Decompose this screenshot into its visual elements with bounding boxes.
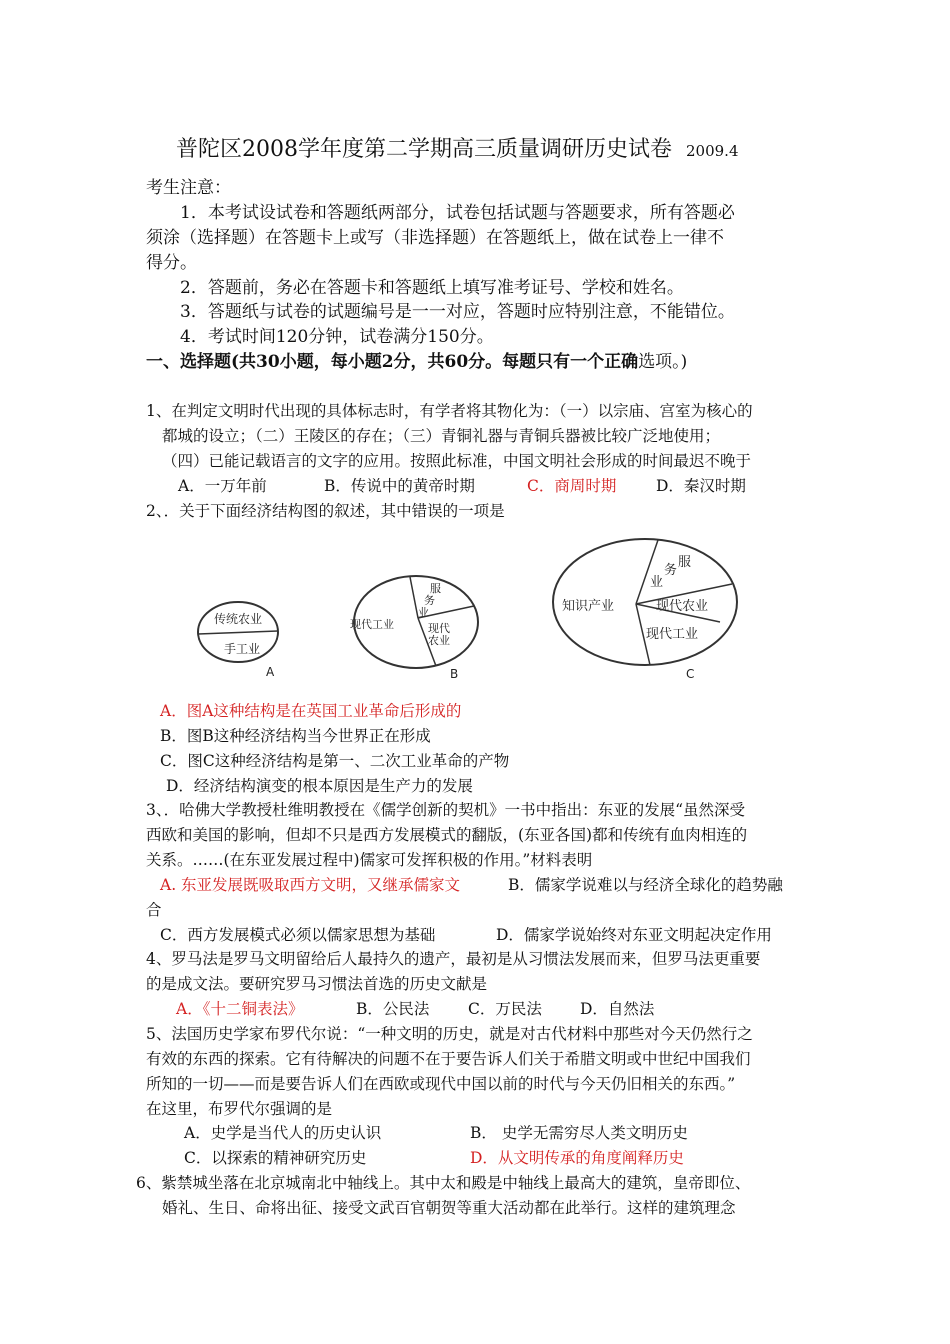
figure-b-service-2: 务 [424, 594, 435, 607]
figure-c-service-1: 服 [678, 555, 692, 570]
q5-option-d: D．从文明传承的角度阐释历史 [470, 1149, 684, 1167]
section-heading-tail: 选项。) [638, 352, 688, 372]
q3-option-d: D．儒家学说始终对东亚文明起决定作用 [496, 926, 772, 944]
q5-option-a: A．史学是当代人的历史认识 [184, 1124, 382, 1142]
q1-line-1: 1、在判定文明时代出现的具体标志时，有学者将其物化为：（一）以宗庙、宫室为核心的 [146, 402, 753, 420]
figure-b-left-label: 现代工业 [350, 618, 394, 631]
q3-line-1: 3、．哈佛大学教授杜维明教授在《儒学创新的契机》一书中指出：东亚的发展“虽然深受 [146, 801, 746, 819]
q5-option-b: B． 史学无需穷尽人类文明历史 [470, 1124, 688, 1142]
exam-date: 2009.4 [686, 142, 739, 160]
q4-line-2: 的是成文法。要研究罗马习惯法首选的历史文献是 [146, 975, 488, 993]
q4-option-a: A．《十二铜表法》 [176, 1000, 304, 1018]
q3-option-b: B．儒家学说难以与经济全球化的趋势融 [508, 876, 783, 894]
q5-line-3: 所知的一切——而是要告诉人们在西欧或现代中国以前的时代与今天仍旧相关的东西。” [146, 1075, 736, 1093]
figure-b-letter: B [450, 667, 459, 681]
q1-option-a: A．一万年前 [178, 477, 267, 495]
q3-line-3: 关系。……(在东亚发展过程中)儒家可发挥积极的作用。”材料表明 [146, 851, 593, 869]
q5-option-c: C．以探索的精神研究历史 [184, 1149, 367, 1167]
notice-item-1c: 得分。 [146, 253, 197, 273]
figure-a-bottom-label: 手工业 [223, 642, 261, 656]
section-heading [146, 350, 687, 374]
figure-b-right-label-1: 现代 [428, 622, 450, 635]
figure-c-letter: C [686, 667, 695, 681]
figure-a-divider [198, 631, 278, 634]
q6-line-1: 6、紫禁城坐落在北京城南北中轴线上。其中太和殿是中轴线上最高大的建筑，皇帝即位、 [136, 1174, 751, 1192]
q1-option-b: B．传说中的黄帝时期 [324, 477, 475, 495]
notice-heading: 考生注意： [146, 178, 231, 198]
figure-c-service-3: 业 [650, 575, 664, 590]
notice-item-4: 4．考试时间120分钟，试卷满分150分。 [180, 327, 494, 347]
figure-c-service-2: 务 [664, 563, 678, 578]
section-heading-bold: 一、选择题(共30小题，每小题2分，共60分。每题只有一个正确 [146, 352, 639, 372]
q2-option-a: A．图A这种结构是在英国工业革命后形成的 [160, 702, 462, 720]
title-text: 普陀区2008学年度第二学期高三质量调研历史试卷 [176, 137, 672, 162]
q1-option-c: C．商周时期 [527, 477, 617, 495]
q3-option-c: C．西方发展模式必须以儒家思想为基础 [160, 926, 436, 944]
q4-option-d: D．自然法 [580, 1000, 655, 1018]
figure-a-top-label: 传统农业 [213, 612, 263, 626]
q3-option-b-cont: 合 [146, 901, 162, 919]
q5-line-2: 有效的东西的探索。它有待解决的问题不在于要告诉人们关于希腊文明或中世纪中国我们 [146, 1050, 751, 1068]
q2-line-1: 2、．关于下面经济结构图的叙述，其中错误的一项是 [146, 502, 505, 520]
figure-a-letter: A [266, 665, 275, 679]
notice-item-1b: 须涂（选择题）在答题卡上或写（非选择题）在答题纸上，做在试卷上一律不 [146, 228, 724, 248]
q2-option-c: C．图C这种经济结构是第一、二次工业革命的产物 [160, 752, 510, 770]
q1-line-2: 都城的设立；（二）王陵区的存在；（三）青铜礼器与青铜兵器被比较广泛地使用； [162, 427, 721, 445]
q3-option-a: A. 东亚发展既吸取西方文明，又继承儒家文 [160, 876, 461, 894]
notice-item-3: 3．答题纸与试卷的试题编号是一一对应，答题时应特别注意，不能错位。 [180, 302, 735, 322]
economic-structure-figure [180, 530, 760, 690]
q2-option-b: B．图B这种经济结构当今世界正在形成 [160, 727, 431, 745]
q1-line-3: （四）已能记载语言的文字的应用。按照此标准，中国文明社会形成的时间最迟不晚于 [162, 452, 752, 470]
figure-b-right-label-2: 农业 [428, 634, 450, 647]
notice-item-1a: 1．本考试设试卷和答题纸两部分，试卷包括试题与答题要求，所有答题必 [180, 203, 735, 223]
q2-option-d: D．经济结构演变的根本原因是生产力的发展 [166, 777, 473, 795]
notice-item-2: 2．答题前，务必在答题卡和答题纸上填写准考证号、学校和姓名。 [180, 278, 684, 298]
q4-option-b: B．公民法 [356, 1000, 430, 1018]
q3-line-2: 西欧和美国的影响，但却不只是西方发展模式的翻版，(东亚各国)都和传统有血肉相连的 [146, 826, 748, 844]
q5-line-4: 在这里，布罗代尔强调的是 [146, 1100, 333, 1118]
figure-c-left-label: 知识产业 [562, 599, 615, 614]
q6-line-2: 婚礼、生日、命将出征、接受文武百官朝贺等重大活动都在此举行。这样的建筑理念 [162, 1199, 736, 1217]
figure-c-mid-label: 现代农业 [656, 599, 709, 614]
figure-b-service-3: 业 [418, 606, 429, 619]
q4-line-1: 4、罗马法是罗马文明留给后人最持久的遗产，最初是从习惯法发展而来，但罗马法更重要 [146, 950, 761, 968]
figure-c-low-label: 现代工业 [646, 627, 699, 642]
q5-line-1: 5、法国历史学家布罗代尔说：“一种文明的历史，就是对古代材料中那些对今天仍然行之 [146, 1025, 753, 1043]
figure-b-service-1: 服 [430, 582, 441, 595]
q1-option-d: D．秦汉时期 [656, 477, 746, 495]
q4-option-c: C．万民法 [468, 1000, 542, 1018]
page-title [176, 138, 739, 163]
